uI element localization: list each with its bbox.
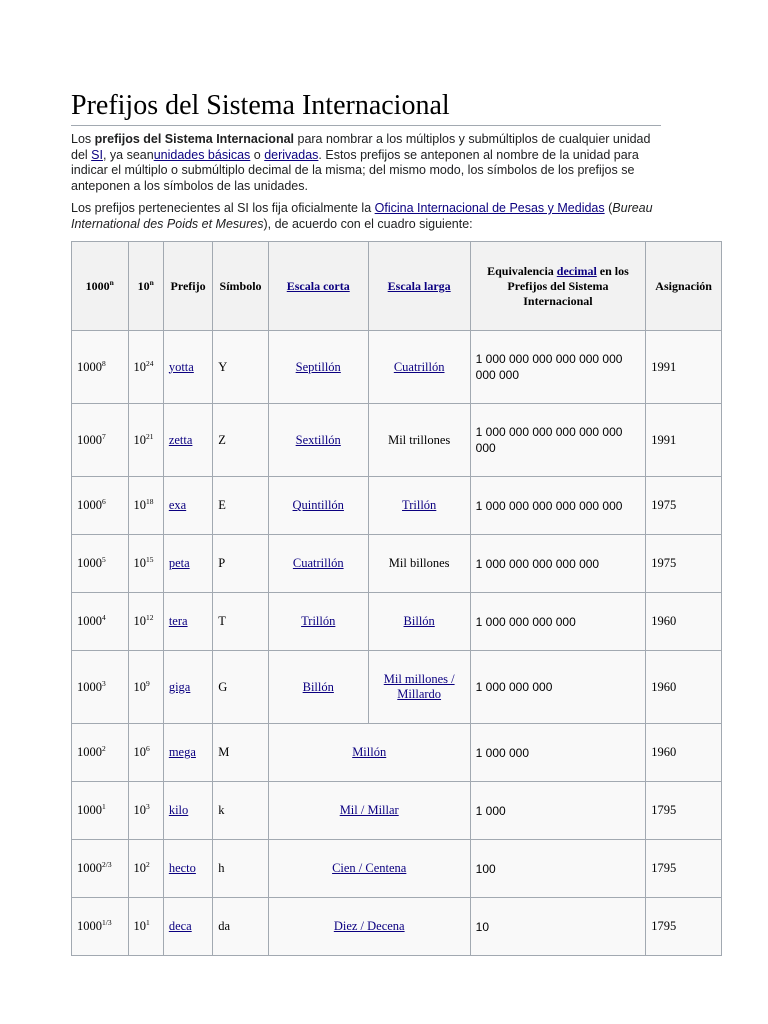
symbol-cell: P <box>213 535 269 593</box>
prefix-link-cell[interactable]: deca <box>163 898 212 956</box>
link-unidades-basicas[interactable]: unidades básicas <box>153 147 251 162</box>
para2-text-3: ), de acuerdo con el cuadro siguiente: <box>263 216 473 231</box>
symbol-cell: T <box>213 593 269 651</box>
equivalence-cell: 1 000 000 000 000 <box>470 593 646 651</box>
prefix-link-cell[interactable]: exa <box>163 477 212 535</box>
link-oficina-internacional[interactable]: Oficina Internacional de Pesas y Medidas <box>374 201 605 215</box>
equivalence-cell: 1 000 000 000 000 000 <box>470 535 646 593</box>
prefix-link-cell[interactable]: peta <box>163 535 212 593</box>
year-cell: 1991 <box>646 331 722 404</box>
intro-text-1: Los <box>71 132 95 146</box>
header-escala-corta[interactable]: Escala corta <box>268 242 368 331</box>
link-decimal[interactable]: decimal <box>556 263 597 278</box>
prefix-link-cell[interactable]: kilo <box>163 782 212 840</box>
page-title: Prefijos del Sistema Internacional <box>71 88 661 126</box>
escala-larga-cell: Mil trillones <box>368 404 470 477</box>
escala-larga-cell: Mil billones <box>368 535 470 593</box>
link-derivadas[interactable]: derivadas <box>264 147 319 162</box>
symbol-cell: E <box>213 477 269 535</box>
year-cell: 1975 <box>646 535 722 593</box>
escala-corta-cell[interactable]: Quintillón <box>268 477 368 535</box>
escala-cell[interactable]: Diez / Decena <box>268 898 470 956</box>
power-1000-cell: $1000^{2/3}$ <box>72 840 129 898</box>
power-10-cell: $10^{21}$ <box>128 404 163 477</box>
equivalence-cell: 1 000 000 000 000 000 000 000 000 <box>470 331 646 404</box>
header-prefijo: Prefijo <box>163 242 212 331</box>
escala-cell[interactable]: Mil / Millar <box>268 782 470 840</box>
year-cell: 1975 <box>646 477 722 535</box>
escala-cell[interactable]: Cien / Centena <box>268 840 470 898</box>
prefixes-table <box>71 241 722 956</box>
symbol-cell: Z <box>213 404 269 477</box>
escala-cell[interactable]: Millón <box>268 724 470 782</box>
escala-corta-cell[interactable]: Septillón <box>268 331 368 404</box>
table-row <box>72 840 722 898</box>
table-row <box>72 331 722 404</box>
prefix-link-cell[interactable]: tera <box>163 593 212 651</box>
header-simbolo: Símbolo <box>213 242 269 331</box>
power-1000-cell: 1000$^1$ <box>72 782 129 840</box>
year-cell: 1795 <box>646 840 722 898</box>
equivalence-cell: 1 000 000 000 000 000 000 <box>470 477 646 535</box>
symbol-cell: M <box>213 724 269 782</box>
table-row <box>72 898 722 956</box>
year-cell: 1795 <box>646 898 722 956</box>
escala-corta-cell[interactable]: Billón <box>268 651 368 724</box>
power-10-cell: $10^9$ <box>128 651 163 724</box>
year-cell: 1960 <box>646 593 722 651</box>
power-10-cell: $10^3$ <box>128 782 163 840</box>
prefix-link-cell[interactable]: zetta <box>163 404 212 477</box>
prefix-link-cell[interactable]: mega <box>163 724 212 782</box>
table-row <box>72 477 722 535</box>
power-10-cell: $10^2$ <box>128 840 163 898</box>
para2-text-2: ( <box>604 201 613 215</box>
equivalence-cell: 1 000 000 000 000 000 000 000 <box>470 404 646 477</box>
symbol-cell: h <box>213 840 269 898</box>
equivalence-cell: 100 <box>470 840 646 898</box>
escala-larga-cell[interactable]: Mil millones / Millardo <box>368 651 470 724</box>
year-cell: 1991 <box>646 404 722 477</box>
power-1000-cell: $1000^{1/3}$ <box>72 898 129 956</box>
equivalence-cell: 1 000 <box>470 782 646 840</box>
power-1000-cell: 1000$^5$ <box>72 535 129 593</box>
power-10-cell: $10^{12}$ <box>128 593 163 651</box>
header-equivalencia: Equivalencia decimal en los Prefijos del Sistema Internacional <box>470 242 646 331</box>
table-row <box>72 593 722 651</box>
year-cell: 1960 <box>646 651 722 724</box>
escala-corta-cell[interactable]: Cuatrillón <box>268 535 368 593</box>
escala-larga-cell[interactable]: Cuatrillón <box>368 331 470 404</box>
power-10-cell: $10^1$ <box>128 898 163 956</box>
power-10-cell: $10^{24}$ <box>128 331 163 404</box>
intro-text-5: . Estos prefijos se anteponen al nombre de la unidad para indicar el múltiplo o submúltiplo decimal de la misma; del mismo modo, los símbolos de los prefijos se anteponen a los símbolos de las unidades. <box>71 147 639 193</box>
para2-text-1: Los prefijos pertenecientes al SI los fija oficialmente la <box>71 201 375 215</box>
table-row <box>72 404 722 477</box>
table-row <box>72 724 722 782</box>
symbol-cell: k <box>213 782 269 840</box>
link-si[interactable]: SI <box>91 147 103 162</box>
header-escala-larga[interactable]: Escala larga <box>368 242 470 331</box>
power-1000-cell: 1000$^6$ <box>72 477 129 535</box>
table-row <box>72 782 722 840</box>
power-10-cell: $10^6$ <box>128 724 163 782</box>
table-row <box>72 535 722 593</box>
header-1000n: 1000$^n$ <box>72 242 129 331</box>
equivalence-cell: 10 <box>470 898 646 956</box>
intro-paragraph <box>71 132 661 194</box>
power-10-cell: $10^{18}$ <box>128 477 163 535</box>
escala-corta-cell[interactable]: Trillón <box>268 593 368 651</box>
prefix-link-cell[interactable]: yotta <box>163 331 212 404</box>
header-asignacion: Asignación <box>646 242 722 331</box>
equivalence-cell: 1 000 000 000 <box>470 651 646 724</box>
power-10-cell: $10^{15}$ <box>128 535 163 593</box>
symbol-cell: da <box>213 898 269 956</box>
second-paragraph <box>71 201 661 232</box>
power-1000-cell: 1000$^8$ <box>72 331 129 404</box>
prefix-link-cell[interactable]: hecto <box>163 840 212 898</box>
symbol-cell: G <box>213 651 269 724</box>
para2-italic: Bureau International des Poids et Mesures <box>71 201 653 231</box>
prefix-link-cell[interactable]: giga <box>163 651 212 724</box>
power-1000-cell: 1000$^7$ <box>72 404 129 477</box>
article <box>71 88 722 934</box>
intro-text-3: , ya sean <box>102 147 154 162</box>
symbol-cell: Y <box>213 331 269 404</box>
intro-text-4: o <box>250 147 265 162</box>
intro-text-2: para nombrar a los múltiplos y submúltiplos de cualquier unidad del <box>71 132 651 162</box>
power-1000-cell: 1000$^4$ <box>72 593 129 651</box>
power-1000-cell: 1000$^2$ <box>72 724 129 782</box>
table-row <box>72 651 722 724</box>
escala-larga-cell[interactable]: Trillón <box>368 477 470 535</box>
equivalence-cell: 1 000 000 <box>470 724 646 782</box>
year-cell: 1960 <box>646 724 722 782</box>
escala-corta-cell[interactable]: Sextillón <box>268 404 368 477</box>
header-10n: 10$^n$ <box>128 242 163 331</box>
intro-bold: prefijos del Sistema Internacional <box>94 132 295 146</box>
year-cell: 1795 <box>646 782 722 840</box>
table-header-row <box>72 242 722 331</box>
power-1000-cell: 1000$^3$ <box>72 651 129 724</box>
escala-larga-cell[interactable]: Billón <box>368 593 470 651</box>
